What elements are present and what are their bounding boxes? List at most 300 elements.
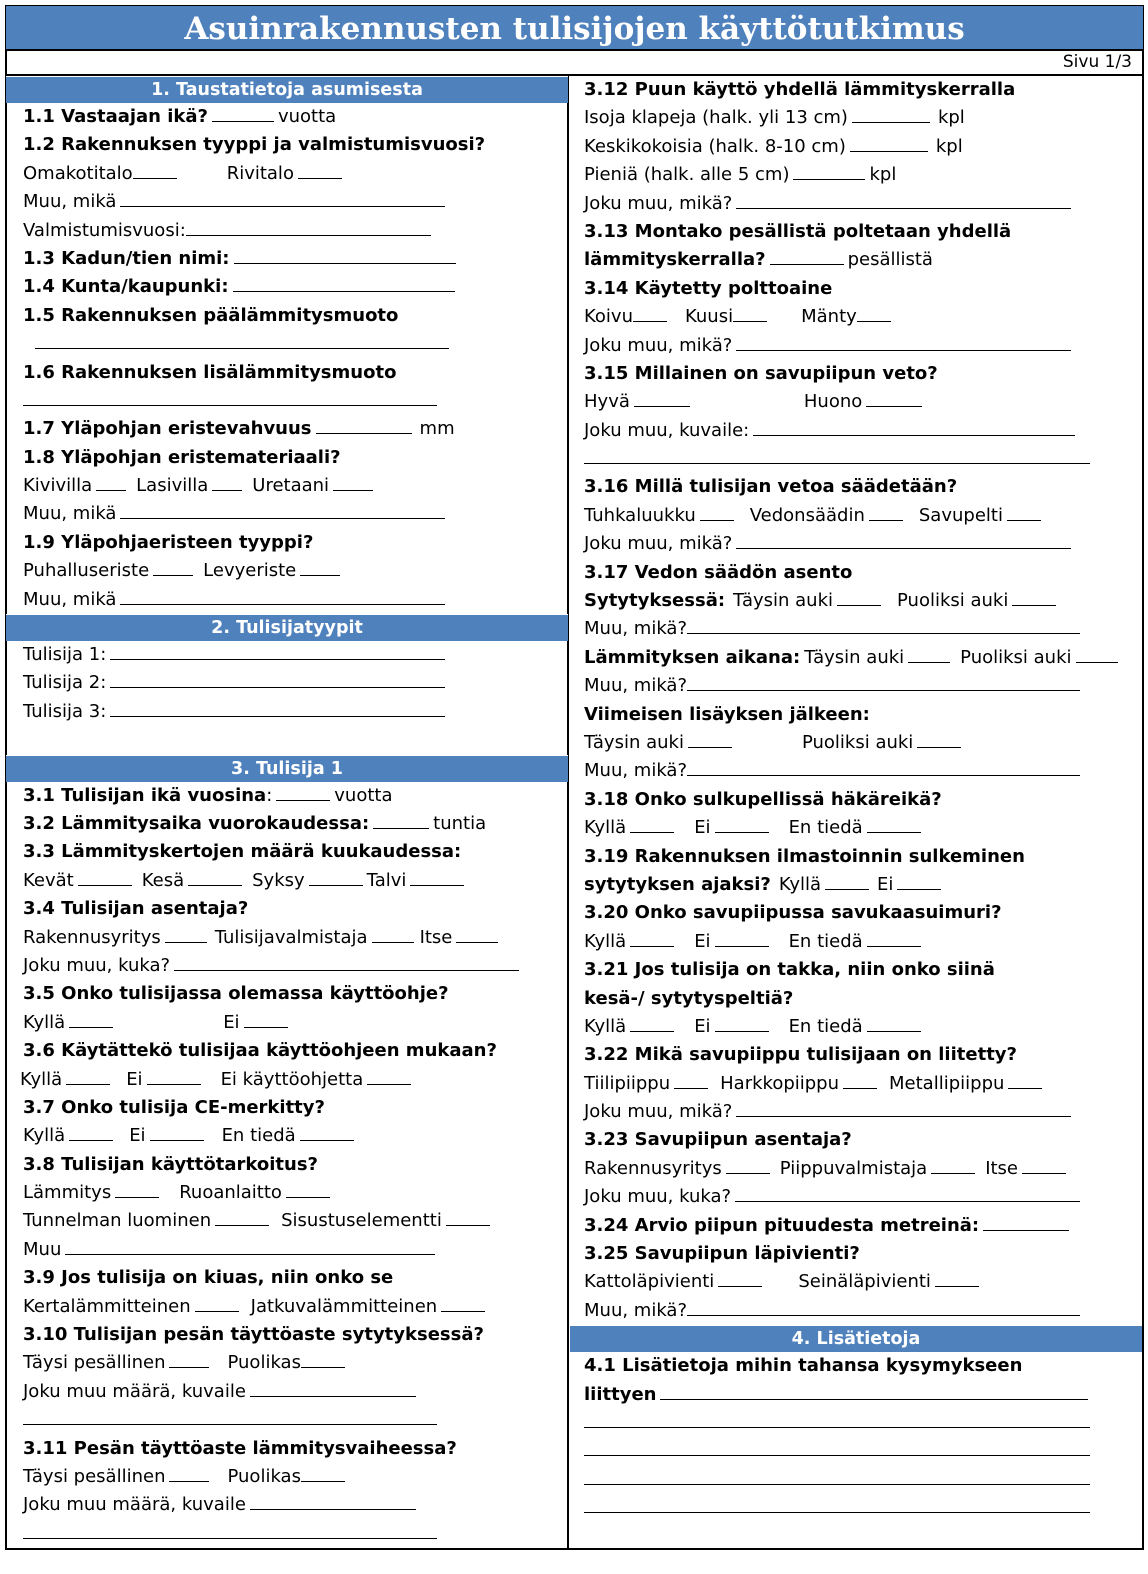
draft-other-field-2[interactable] — [584, 445, 1090, 464]
question-3-19b — [570, 871, 1142, 899]
extra-info-field-3[interactable] — [584, 1437, 1090, 1456]
option-label: Kyllä — [584, 1015, 627, 1037]
option-label: Piippuvalmistaja — [779, 1157, 928, 1179]
wood-other-row — [570, 190, 1142, 218]
option-label: Täysin auki — [733, 590, 833, 612]
heating-other-row — [570, 672, 1142, 700]
question-label: 3.1 Tulisijan ikä vuosina — [23, 784, 267, 806]
question-1-6: 1.6 Rakennuksen lisälämmitysmuoto — [23, 361, 397, 383]
uretaani-field[interactable] — [333, 472, 373, 491]
heating-time-field[interactable] — [373, 810, 429, 829]
option-label: Metallipiippu — [889, 1072, 1005, 1094]
option-label: Kyllä — [20, 1068, 63, 1090]
unit-label: vuotta — [277, 106, 337, 127]
summer-no-field[interactable] — [715, 1013, 769, 1032]
option-label: Harkkopiippu — [720, 1072, 840, 1094]
insulation-thickness-field[interactable] — [316, 415, 412, 434]
option-label: Omakotitalo — [23, 162, 133, 184]
option-label: Kertalämmitteinen — [23, 1295, 191, 1317]
fill-ignition-row — [6, 1349, 568, 1377]
question-3-14: 3.14 Käytetty polttoaine — [584, 277, 833, 299]
ce-row — [6, 1122, 568, 1150]
option-label: Tiilipiippu — [584, 1072, 671, 1094]
option-label: Huono — [803, 391, 863, 413]
street-field[interactable] — [234, 245, 456, 264]
wood-large-row — [570, 104, 1142, 132]
last-full-field[interactable] — [688, 729, 732, 748]
loads-field[interactable] — [770, 246, 844, 265]
city-field[interactable] — [233, 273, 455, 292]
itse-field[interactable] — [456, 924, 498, 943]
ce-unknown-field[interactable] — [300, 1122, 354, 1141]
fireplace-3-field[interactable] — [110, 698, 445, 717]
hole-yes-field[interactable] — [630, 814, 674, 833]
option-label: Tunnelman luominen — [23, 1210, 212, 1232]
hole-unknown-field[interactable] — [867, 814, 921, 833]
option-label: Puolikas — [227, 1465, 301, 1487]
question-3-25: 3.25 Savupiipun läpivienti? — [584, 1243, 860, 1265]
ce-no-field[interactable] — [150, 1122, 204, 1141]
question-1-3 — [6, 245, 568, 273]
question-3-17: 3.17 Vedon säädön asento — [584, 561, 853, 583]
draft-control-row — [570, 502, 1142, 530]
ch-piippuvalmistaja-field[interactable] — [931, 1155, 975, 1174]
option-label: Levyeriste — [203, 560, 297, 582]
no-manual-field[interactable] — [367, 1066, 411, 1085]
wall-penetration-field[interactable] — [935, 1268, 979, 1287]
fill-half-field[interactable] — [301, 1349, 345, 1368]
question-3-24 — [570, 1212, 1142, 1240]
fan-no-field[interactable] — [715, 928, 769, 947]
extra-info-row-3 — [570, 1437, 1142, 1465]
question-3-23: 3.23 Savupiipun asentaja? — [584, 1129, 852, 1151]
lammitys-field[interactable] — [115, 1179, 159, 1198]
fill-other-row — [6, 1378, 568, 1406]
talvi-field[interactable] — [410, 867, 464, 886]
question-3-3: 3.3 Lämmityskertojen määrä kuukaudessa: — [23, 841, 462, 863]
draft-control-other-row — [570, 530, 1142, 558]
jatkuva-field[interactable] — [441, 1293, 485, 1312]
option-label: Kivivilla — [23, 475, 93, 497]
question-label: Sytytyksessä: — [584, 590, 726, 612]
option-label: Keskikokoisia (halk. 8-10 cm) — [584, 135, 846, 157]
option-label: Tulisija 1: — [23, 644, 107, 666]
wood-medium-row — [570, 133, 1142, 161]
option-label: Kesä — [141, 869, 185, 891]
option-label: Talvi — [366, 869, 407, 891]
question-label: 1.1 Vastaajan ikä? — [23, 106, 208, 127]
section-header-2: 2. Tulisijatyypit — [6, 614, 568, 641]
option-label: Ei — [694, 817, 711, 839]
option-label: Hyvä — [584, 391, 630, 413]
question-1-1 — [6, 103, 568, 131]
other-material-field[interactable] — [120, 500, 445, 519]
other-type-row — [6, 586, 568, 614]
option-label: En tiedä — [788, 1015, 863, 1037]
manual-yes-field[interactable] — [69, 1009, 113, 1028]
option-label: Tulisija 3: — [23, 700, 107, 722]
question-label: 3.24 Arvio piipun pituudesta metreinä: — [584, 1214, 980, 1236]
heat-full-pos-field[interactable] — [908, 644, 950, 663]
draft-control-other-field[interactable] — [736, 530, 1071, 549]
penetration-other-field[interactable] — [687, 1297, 1080, 1316]
option-label: Valmistumisvuosi: — [23, 219, 186, 241]
rivitalo-field[interactable] — [298, 160, 342, 179]
question-1-2: 1.2 Rakennuksen tyyppi ja valmistumisvuosi? — [23, 134, 486, 156]
option-label: Kyllä — [23, 1125, 66, 1147]
building-type-row — [6, 160, 568, 188]
option-label: Joku muu määrä, kuvaile — [23, 1380, 246, 1402]
question-label: 1.7 Yläpohjan eristevahvuus — [23, 418, 312, 440]
harkkopiippu-field[interactable] — [843, 1070, 877, 1089]
koivu-field[interactable] — [633, 303, 667, 322]
option-label: Täysin auki — [804, 646, 905, 668]
option-label: Kyllä — [584, 817, 627, 839]
chimney-type-row — [570, 1070, 1142, 1098]
option-label: Muu, mikä — [23, 503, 117, 525]
question-1-7 — [6, 415, 568, 443]
installer-other-row — [6, 952, 568, 980]
question-3-18: 3.18 Onko sulkupellissä häkäreikä? — [584, 788, 942, 810]
fireplace-1-field[interactable] — [110, 641, 445, 660]
summer-yes-field[interactable] — [630, 1013, 674, 1032]
option-label: Joku muu, kuka? — [23, 954, 171, 976]
option-label: Ei — [694, 1015, 711, 1037]
option-label: Muu, mikä — [23, 588, 117, 610]
option-label: Puoliksi auki — [960, 646, 1072, 668]
option-label: Vedonsäädin — [749, 504, 865, 526]
ce-yes-field[interactable] — [69, 1122, 113, 1141]
colon: : — [266, 784, 273, 806]
ignition-other-row — [570, 615, 1142, 643]
question-label: liittyen — [584, 1383, 657, 1405]
option-label: Tuhkaluukku — [584, 504, 696, 526]
fireplace-3-row — [6, 698, 568, 726]
draft-other-row — [570, 417, 1142, 445]
page-title: Asuinrakennusten tulisijojen käyttötutkimus — [6, 6, 1143, 50]
section-header-4: 4. Lisätietoja — [570, 1325, 1142, 1352]
extra-info-row-5 — [570, 1494, 1142, 1522]
question-3-13b — [570, 246, 1142, 274]
purpose-other-field[interactable] — [65, 1236, 435, 1255]
question-3-15: 3.15 Millainen on savupiipun veto? — [584, 362, 938, 384]
chimney-length-field[interactable] — [983, 1212, 1069, 1231]
question-3-16: 3.16 Millä tulisijan vetoa säädetään? — [584, 476, 958, 498]
title-separator — [5, 49, 1144, 51]
ch-itse-field[interactable] — [1022, 1155, 1066, 1174]
installer-other-field[interactable] — [174, 952, 519, 971]
option-label: En tiedä — [788, 930, 863, 952]
section-header-3: 3. Tulisija 1 — [6, 755, 568, 782]
option-label: Kevät — [23, 869, 74, 891]
question-3-21b: kesä-/ sytytyspeltiä? — [584, 987, 794, 1009]
chimney-other-field[interactable] — [736, 1098, 1071, 1117]
heat-half-pos-field[interactable] — [1076, 644, 1118, 663]
roof-penetration-field[interactable] — [718, 1268, 762, 1287]
option-label: Täysin auki — [584, 731, 684, 753]
option-label: Muu, mikä? — [584, 618, 688, 640]
option-label: Ei käyttöohjetta — [220, 1068, 364, 1090]
ch-installer-other-field[interactable] — [735, 1183, 1080, 1202]
kivivilla-field[interactable] — [96, 472, 126, 491]
fuel-other-row — [570, 332, 1142, 360]
extra-info-row-4 — [570, 1466, 1142, 1494]
rakennusyritys-field[interactable] — [165, 924, 207, 943]
question-label: 1.4 Kunta/kaupunki: — [23, 276, 229, 298]
option-label: Ruoanlaitto — [179, 1182, 282, 1204]
insulation-type-row — [6, 557, 568, 585]
fill-other-field-2[interactable] — [23, 1406, 437, 1425]
heat-other-row-2 — [6, 1520, 568, 1548]
extra-info-field-1[interactable] — [660, 1381, 1088, 1400]
option-label: Isoja klapeja (halk. yli 13 cm) — [584, 107, 848, 129]
question-label: lämmityskerralla? — [584, 249, 766, 271]
question-3-11: 3.11 Pesän täyttöaste lämmitysvaiheessa? — [23, 1437, 457, 1459]
kesa-field[interactable] — [188, 867, 242, 886]
question-3-9: 3.9 Jos tulisija on kiuas, niin onko se — [23, 1267, 394, 1289]
tiilipiippu-field[interactable] — [674, 1070, 708, 1089]
option-label: Savupelti — [918, 504, 1003, 526]
option-label: Kyllä — [778, 873, 822, 895]
age-field[interactable] — [212, 103, 274, 122]
question-3-6: 3.6 Käytättekö tulisijaa käyttöohjeen mukaan? — [23, 1040, 497, 1062]
option-label: Täysi pesällinen — [23, 1465, 166, 1487]
option-label: Muu, mikä? — [584, 1299, 688, 1321]
draft-other-field[interactable] — [753, 417, 1075, 436]
fuel-other-field[interactable] — [736, 332, 1071, 351]
question-1-4 — [6, 273, 568, 301]
fan-yes-field[interactable] — [630, 928, 674, 947]
tunnelma-field[interactable] — [215, 1207, 269, 1226]
other-building-field[interactable] — [120, 188, 445, 207]
ign-full-field[interactable] — [837, 587, 881, 606]
option-label: Tulisija 2: — [23, 672, 107, 694]
question-4-1a: 4.1 Lisätietoja mihin tahansa kysymykseen — [584, 1355, 1023, 1377]
option-label: Täysi pesällinen — [23, 1352, 166, 1374]
fireplace-2-field[interactable] — [110, 669, 445, 688]
heat-half-field[interactable] — [301, 1463, 345, 1482]
ign-half-field[interactable] — [1012, 587, 1056, 606]
question-3-10: 3.10 Tulisijan pesän täyttöaste sytytyksessä? — [23, 1324, 484, 1346]
kevat-field[interactable] — [78, 867, 132, 886]
option-label: Itse — [985, 1157, 1019, 1179]
last-half-field[interactable] — [917, 729, 961, 748]
option-label: Kuusi — [684, 306, 734, 328]
option-label: Joku muu, kuka? — [584, 1186, 732, 1208]
section-header-1: 1. Taustatietoja asumisesta — [6, 76, 568, 103]
option-label: Joku muu, kuvaile: — [584, 419, 750, 441]
heat-other-field-2[interactable] — [23, 1520, 437, 1539]
option-label: Ei — [126, 1068, 143, 1090]
option-label: Mänty — [801, 306, 857, 328]
extra-info-field-4[interactable] — [584, 1466, 1090, 1485]
option-label: Itse — [419, 926, 453, 948]
hole-no-field[interactable] — [715, 814, 769, 833]
draft-good-field[interactable] — [634, 388, 690, 407]
question-3-13a: 3.13 Montako pesällistä poltetaan yhdellä — [584, 220, 1012, 242]
option-label: Rakennusyritys — [584, 1157, 722, 1179]
option-label: Muu, mikä? — [584, 675, 688, 697]
fan-unknown-field[interactable] — [867, 928, 921, 947]
manty-field[interactable] — [857, 303, 891, 322]
damper-hole-row — [570, 814, 1142, 842]
extra-info-field-5[interactable] — [584, 1494, 1090, 1513]
draft-bad-field[interactable] — [866, 388, 922, 407]
last-other-field[interactable] — [687, 757, 1080, 776]
wood-small-row — [570, 161, 1142, 189]
question-3-1 — [6, 782, 568, 810]
sauna-row — [6, 1293, 568, 1321]
use-no-field[interactable] — [147, 1066, 201, 1085]
main-heating-field[interactable] — [35, 330, 449, 349]
ch-rakennusyritys-field[interactable] — [726, 1155, 770, 1174]
metallipiippu-field[interactable] — [1008, 1070, 1042, 1089]
fill-other-field[interactable] — [250, 1378, 416, 1397]
question-1-9: 1.9 Yläpohjaeristeen tyyppi? — [23, 531, 314, 553]
puhalluseriste-field[interactable] — [153, 557, 193, 576]
option-label: Puoliksi auki — [801, 731, 914, 753]
option-label: Joku muu, mikä? — [584, 334, 733, 356]
summer-unknown-field[interactable] — [867, 1013, 921, 1032]
extra-heating-field[interactable] — [23, 387, 437, 406]
use-yes-field[interactable] — [66, 1066, 110, 1085]
option-label: Joku muu, mikä? — [584, 1101, 733, 1123]
heat-full-field[interactable] — [169, 1463, 209, 1482]
year-row — [6, 217, 568, 245]
option-label: Ei — [877, 873, 894, 895]
option-label: Ei — [129, 1125, 146, 1147]
ruoanlaitto-field[interactable] — [286, 1179, 330, 1198]
question-3-5: 3.5 Onko tulisijassa olemassa käyttöohje? — [23, 983, 449, 1005]
extra-info-row-2 — [570, 1409, 1142, 1437]
levyeriste-field[interactable] — [300, 557, 340, 576]
option-label: Joku muu, mikä? — [584, 533, 733, 555]
last-addition-label: Viimeisen lisäyksen jälkeen: — [584, 703, 870, 725]
question-3-8: 3.8 Tulisijan käyttötarkoitus? — [23, 1153, 318, 1175]
summer-damper-row — [570, 1013, 1142, 1041]
wood-small-field[interactable] — [793, 161, 865, 180]
vent-no-field[interactable] — [897, 871, 941, 890]
last-other-row — [570, 757, 1142, 785]
spacer — [6, 726, 568, 754]
other-type-field[interactable] — [120, 586, 445, 605]
question-4-1b — [570, 1381, 1142, 1409]
purpose-other-row — [6, 1236, 568, 1264]
extra-info-field-2[interactable] — [584, 1409, 1090, 1428]
heating-position-row — [570, 644, 1142, 672]
penetration-row — [570, 1268, 1142, 1296]
extra-heating-row — [6, 387, 568, 415]
manual-exists-row — [6, 1009, 568, 1037]
fan-row — [570, 928, 1142, 956]
option-label: Rivitalo — [226, 162, 294, 184]
fireplace-age-field[interactable] — [276, 782, 330, 801]
season-row — [6, 867, 568, 895]
ign-other-field[interactable] — [687, 615, 1080, 634]
question-1-5: 1.5 Rakennuksen päälämmitysmuoto — [23, 304, 399, 326]
option-label: Lasivilla — [136, 475, 209, 497]
tulisijavalmistaja-field[interactable] — [372, 924, 414, 943]
year-field[interactable] — [186, 217, 431, 236]
syksy-field[interactable] — [309, 867, 363, 886]
option-label: Uretaani — [252, 475, 330, 497]
chimney-installer-other-row — [570, 1183, 1142, 1211]
wood-large-field[interactable] — [852, 104, 930, 123]
lasivilla-field[interactable] — [212, 472, 242, 491]
penetration-other-row — [570, 1297, 1142, 1325]
option-label: Kyllä — [584, 930, 627, 952]
heat-pos-other-field[interactable] — [687, 672, 1080, 691]
option-label: Ei — [694, 930, 711, 952]
other-material-row — [6, 500, 568, 528]
option-label: Pieniä (halk. alle 5 cm) — [584, 164, 790, 186]
option-label: Tulisijavalmistaja — [214, 926, 368, 948]
unit-label: mm — [419, 418, 455, 440]
question-label: sytytyksen ajaksi? — [584, 873, 771, 895]
ignition-position-row — [570, 587, 1142, 615]
option-label: Joku muu, mikä? — [584, 192, 733, 214]
purpose-row-1 — [6, 1179, 568, 1207]
kuusi-field[interactable] — [733, 303, 767, 322]
question-3-19a: 3.19 Rakennuksen ilmastoinnin sulkeminen — [584, 845, 1025, 867]
option-label: Rakennusyritys — [23, 926, 161, 948]
question-3-21a: 3.21 Jos tulisija on takka, niin onko siinä — [584, 959, 995, 981]
savupelti-field[interactable] — [1007, 502, 1041, 521]
omakotitalo-field[interactable] — [133, 160, 177, 179]
manual-no-field[interactable] — [244, 1009, 288, 1028]
left-column — [6, 76, 568, 1548]
option-label: Sisustuselementti — [281, 1210, 442, 1232]
tuhkaluukku-field[interactable] — [700, 502, 734, 521]
sisustus-field[interactable] — [446, 1207, 490, 1226]
vedonsaadin-field[interactable] — [869, 502, 903, 521]
wood-other-field[interactable] — [736, 190, 1071, 209]
question-label: 3.2 Lämmitysaika vuorokaudessa: — [23, 812, 370, 834]
option-label: Muu, mikä? — [584, 760, 688, 782]
option-label: En tiedä — [221, 1125, 296, 1147]
kerta-field[interactable] — [195, 1293, 239, 1312]
insulation-material-row — [6, 472, 568, 500]
question-3-4: 3.4 Tulisijan asentaja? — [23, 898, 249, 920]
wood-medium-field[interactable] — [850, 133, 928, 152]
fill-heating-row — [6, 1463, 568, 1491]
question-label: 1.3 Kadun/tien nimi: — [23, 247, 230, 269]
option-label: Kattoläpivienti — [584, 1271, 715, 1293]
chimney-installer-row — [570, 1155, 1142, 1183]
last-addition-row — [570, 729, 1142, 757]
question-3-2 — [6, 810, 568, 838]
fireplace-1-row — [6, 641, 568, 669]
unit-label: pesällistä — [847, 249, 933, 271]
unit-label: tuntia — [433, 812, 487, 834]
question-3-22: 3.22 Mikä savupiippu tulisijaan on liitetty? — [584, 1044, 1017, 1066]
option-label: Syksy — [252, 869, 305, 891]
option-label: Kyllä — [23, 1011, 66, 1033]
fuel-row — [570, 303, 1142, 331]
heat-other-field[interactable] — [250, 1491, 416, 1510]
right-column — [570, 76, 1142, 1523]
option-label: Jatkuvalämmitteinen — [250, 1295, 438, 1317]
option-label: Seinäläpivienti — [798, 1271, 931, 1293]
option-label: Puoliksi auki — [897, 590, 1009, 612]
option-label: Puhalluseriste — [23, 560, 150, 582]
vent-yes-field[interactable] — [825, 871, 869, 890]
chimney-other-row — [570, 1098, 1142, 1126]
fill-full-field[interactable] — [169, 1349, 209, 1368]
installer-row — [6, 924, 568, 952]
question-1-8: 1.8 Yläpohjan eristemateriaali? — [23, 446, 341, 468]
option-label: Puolikas — [227, 1352, 301, 1374]
